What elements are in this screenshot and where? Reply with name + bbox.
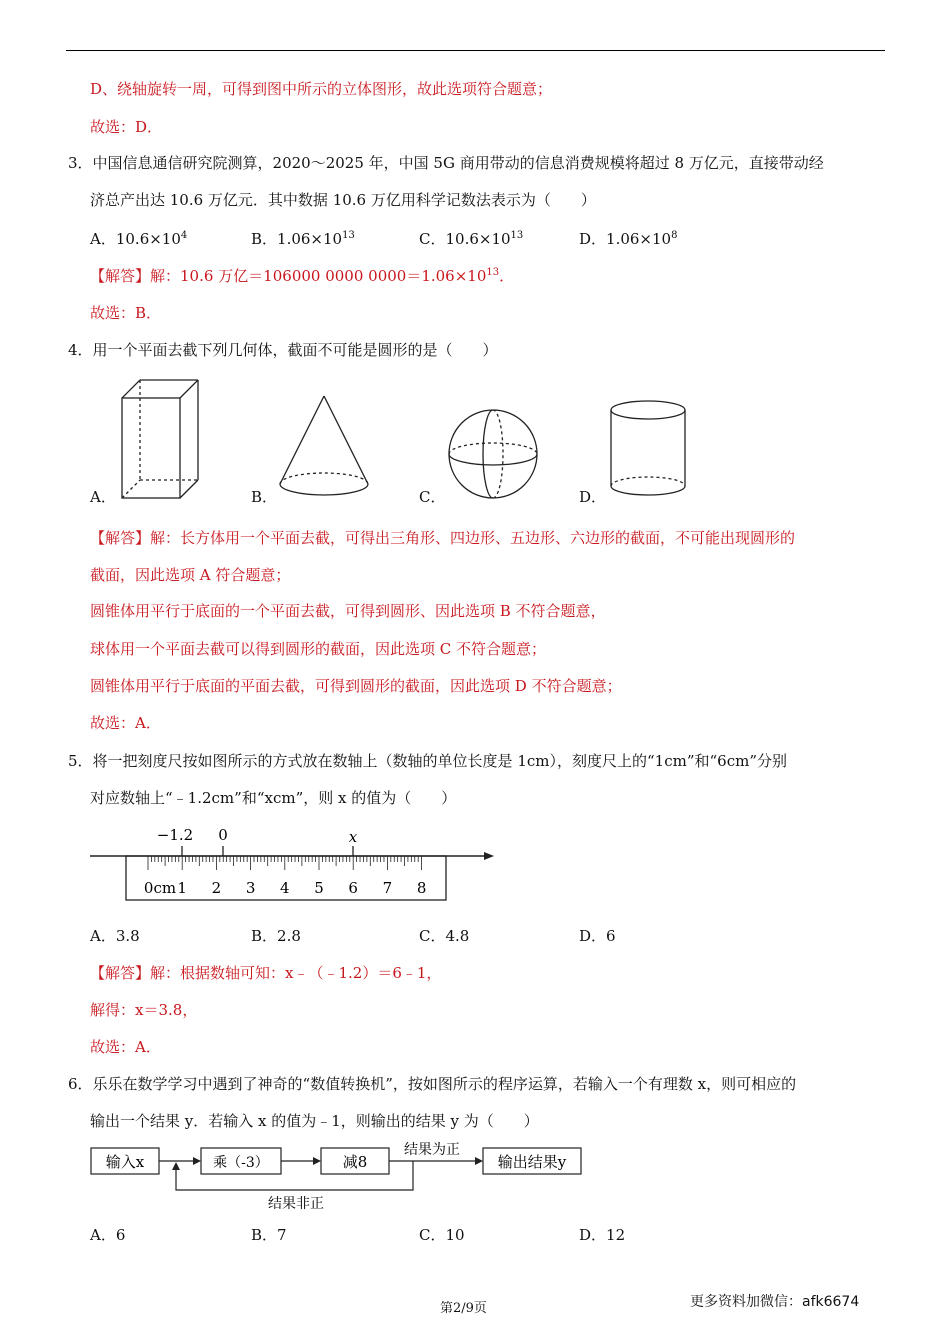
prev-choice: 故选：D． [90,118,163,136]
q6-option-d: D．12 [579,1226,626,1244]
q5-ruler-figure [0,818,950,908]
cone-figure [280,396,368,495]
q5-option-a: A．3.8 [90,927,140,945]
ruler-label: 1 [177,879,187,897]
q5-solve: 解得：x＝3.8， [90,1001,198,1019]
q4-solids-figure [0,370,950,510]
q5-stem-line2: 对应数轴上“﹣1.2cm”和“xcm”，则 x 的值为（ ） [90,789,457,807]
q6-option-b: B．7 [251,1226,287,1244]
ruler-label: 0cm [143,879,177,897]
flow-multiply-label: 乘（-3） [213,1155,269,1171]
q6-flowchart [0,1138,950,1218]
axis-arrow [484,852,494,860]
flow-subtract-label: 减8 [342,1153,368,1171]
axis-label-x: x [348,828,358,846]
q5-answer: 【解答】解：根据数轴可知：x﹣（﹣1.2）＝6﹣1， [90,964,442,982]
ruler-label: 5 [314,879,324,897]
flow-input-label: 输入x [105,1153,145,1171]
ruler-label: 2 [211,879,222,897]
cuboid-figure [122,380,198,498]
q3-option-a: A．$10.6\times 10^4$ [90,230,188,248]
q4-label-d: D． [579,488,607,506]
q4-answer-line3: 圆锥体用平行于底面的一个平面去截，可得到圆形、因此选项 B 不符合题意， [90,602,606,620]
ruler-label: 4 [280,879,290,897]
cylinder-figure [611,401,685,495]
q5-choice: 故选：A． [90,1038,161,1056]
sphere-figure [449,410,537,498]
q4-answer-line2: 截面，因此选项 A 符合题意； [90,566,291,584]
flow-output-label: 输出结果y [497,1153,567,1171]
q4-label-c: C． [419,488,446,506]
header-rule [66,50,885,51]
q3-option-c: C．$10.6\times 10^{13}$ [419,230,524,248]
flow-positive-label: 结果为正 [404,1142,460,1158]
axis-label-zero: 0 [218,826,228,844]
ruler-label: 3 [245,879,256,897]
q6-stem-line1: 6．乐乐在数学学习中遇到了神奇的“数值转换机”，按如图所示的程序运算，若输入一个有理数 x，则可相应的 [68,1075,797,1093]
q3-answer: 【解答】解：10.6 万亿＝106000 0000 $0000=1.06\times 10^{13}$． [90,267,515,285]
q3-choice: 故选：B． [90,304,162,322]
q3-option-b: B．$1.06\times 10^{13}$ [251,230,355,248]
q6-stem-line2: 输出一个结果 y．若输入 x 的值为﹣1，则输出的结果 y 为（ ） [90,1112,539,1130]
q5-stem-line1: 5．将一把刻度尺按如图所示的方式放在数轴上（数轴的单位长度是 1cm），刻度尺上的“1cm”和“6cm”分别 [68,752,787,770]
q4-label-a: A． [90,488,116,506]
q6-option-a: A．6 [90,1226,126,1244]
q4-answer-line4: 球体用一个平面去截可以得到圆形的截面，因此选项 C 不符合题意； [90,640,547,658]
q4-stem: 4．用一个平面去截下列几何体，截面不可能是圆形的是（ ） [68,341,498,359]
ruler-label: 8 [416,879,427,897]
axis-label-neg: −1.2 [156,826,194,844]
q5-option-d: D．6 [579,927,616,945]
q5-option-b: B．2.8 [251,927,301,945]
q6-option-c: C．10 [419,1226,465,1244]
q3-stem-line1: 3．中国信息通信研究院测算，2020～2025 年，中国 5G 商用带动的信息消费规模将超过 8 万亿元，直接带动经 [68,154,824,172]
ruler-label: 6 [348,879,358,897]
ruler-ticks [148,856,422,870]
q5-option-c: C．4.8 [419,927,470,945]
q4-answer-line1: 【解答】解：长方体用一个平面去截，可得出三角形、四边形、五边形、六边形的截面，不可能出现圆形的 [90,529,796,547]
q4-answer-line5: 圆锥体用平行于底面的平面去截，可得到圆形的截面，因此选项 D 不符合题意； [90,677,622,695]
prev-solution-line: D、绕轴旋转一周，可得到图中所示的立体图形，故此选项符合题意； [90,80,553,98]
loop-line [176,1161,413,1190]
q4-choice: 故选：A． [90,714,161,732]
wechat-promo: 更多资料加微信：afk6674 [690,1294,860,1310]
page-number: 第2/9页 [440,1301,487,1316]
q3-option-d: D．$1.06\times 10^8$ [579,230,678,248]
flow-not-positive-label: 结果非正 [268,1196,324,1212]
ruler-label: 7 [382,879,393,897]
q4-label-b: B． [251,488,278,506]
q3-stem-line2: 济总产出达 10.6 万亿元．其中数据 10.6 万亿用科学记数法表示为（ ） [90,191,596,209]
ruler-labels [144,879,426,897]
